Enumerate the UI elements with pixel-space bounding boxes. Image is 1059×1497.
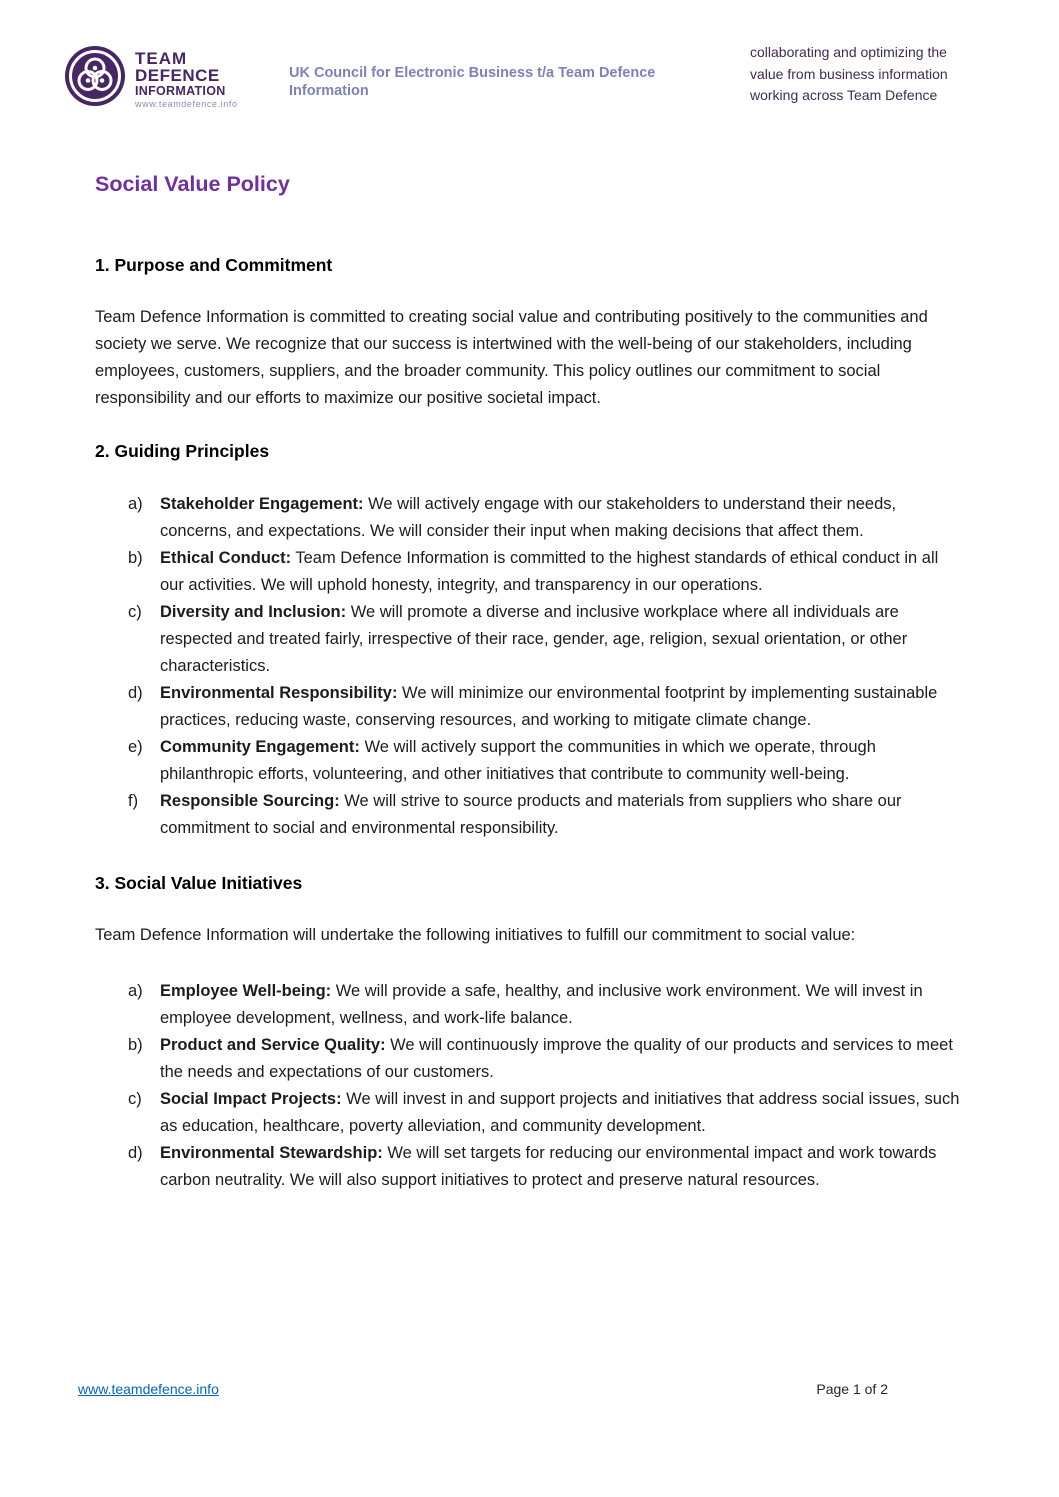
org-name-header: UK Council for Electronic Business t/a Team Defence Information — [289, 65, 656, 99]
list-marker: c) — [128, 1090, 142, 1108]
list-item-label: Responsible Sourcing: — [160, 792, 340, 810]
list-item-label: Product and Service Quality: — [160, 1036, 386, 1054]
logo-website-text: www.teamdefence.info — [135, 99, 238, 109]
list-item — [95, 491, 964, 545]
list-marker: f) — [128, 792, 139, 810]
list-item-text: Team Defence Information is committed to the highest standards of ethical conduct in all our activities. We will uphold honesty, integrity, and transparency in our operations. — [160, 549, 939, 594]
list-item-label: Community Engagement: — [160, 738, 360, 756]
list-item-text: We will strive to source products and materials from suppliers who share our commitment to social and environmental responsibility. — [160, 792, 902, 837]
section-1-paragraph: Team Defence Information is committed to creating social value and contributing positively to the communities and society we serve. We recognize that our success is intertwined with the well-being of our stakeholders, including employees, customers, suppliers, and the broader community. This policy outlines our commitment to social responsibility and our efforts to maximize our positive societal impact. — [95, 308, 928, 407]
list-item-text: We will promote a diverse and inclusive workplace where all individuals are respected and treated fairly, irrespective of their race, gender, age, religion, sexual orientation, or other characteristics. — [160, 603, 908, 675]
list-item-text: We will actively engage with our stakeholders to understand their needs, concerns, and expectations. We will consider their input when making decisions that affect them. — [160, 495, 897, 540]
document-body — [95, 0, 964, 1194]
list-marker: a) — [128, 495, 143, 513]
list-marker: d) — [128, 684, 143, 702]
logo-word-defence: DEFENCE — [135, 66, 220, 85]
section-1-heading: 1. Purpose and Commitment — [95, 255, 333, 275]
social-value-initiatives-list — [95, 978, 964, 1194]
section-2-heading: 2. Guiding Principles — [95, 441, 270, 461]
list-item-label: Social Impact Projects: — [160, 1090, 342, 1108]
list-item-text: We will continuously improve the quality of our products and services to meet the needs and expectations of our customers. — [160, 1036, 953, 1081]
document-title: Social Value Policy — [95, 172, 290, 196]
list-item — [95, 1086, 964, 1140]
list-marker: b) — [128, 549, 143, 567]
list-item-text: We will provide a safe, healthy, and inclusive work environment. We will invest in employee development, wellness, and work-life balance. — [160, 982, 923, 1027]
list-marker: a) — [128, 982, 143, 1000]
list-item — [95, 1140, 964, 1194]
list-item-label: Ethical Conduct: — [160, 549, 292, 567]
list-item-label: Employee Well-being: — [160, 982, 332, 1000]
list-marker: e) — [128, 738, 143, 756]
list-item-label: Environmental Stewardship: — [160, 1144, 383, 1162]
page-number: Page 1 of 2 — [816, 1381, 888, 1397]
list-item — [95, 978, 964, 1032]
list-marker: c) — [128, 603, 142, 621]
section-3-paragraph: Team Defence Information will undertake the following initiatives to fulfill our commitment to social value: — [95, 926, 856, 944]
list-item-text: We will invest in and support projects and initiatives that address social issues, such as education, healthcare, poverty alleviation, and community development. — [160, 1090, 960, 1135]
tagline-line-1: collaborating and optimizing the — [750, 44, 947, 60]
guiding-principles-list — [95, 491, 964, 842]
list-marker: d) — [128, 1144, 143, 1162]
logo-word-information: INFORMATION — [135, 84, 226, 98]
list-item — [95, 788, 964, 842]
list-item — [95, 545, 964, 599]
footer-website-link[interactable]: www.teamdefence.info — [78, 1381, 219, 1397]
section-3-heading: 3. Social Value Initiatives — [95, 873, 303, 893]
list-item — [95, 1032, 964, 1086]
list-item-text: We will minimize our environmental footprint by implementing sustainable practices, reducing waste, conserving resources, and working to mitigate climate change. — [160, 684, 938, 729]
list-item — [95, 680, 964, 734]
list-item — [95, 734, 964, 788]
list-marker: b) — [128, 1036, 143, 1054]
logo-word-team: TEAM — [135, 49, 188, 68]
list-item-label: Diversity and Inclusion: — [160, 603, 347, 621]
page-footer — [78, 1381, 888, 1398]
list-item-text: We will set targets for reducing our environmental impact and work towards carbon neutrality. We will also support initiatives to protect and preserve natural resources. — [160, 1144, 937, 1189]
tagline-line-2: value from business information — [750, 65, 948, 82]
list-item-text: We will actively support the communities in which we operate, through philanthropic efforts, volunteering, and other initiatives that contribute to community well-being. — [160, 738, 876, 783]
tagline-line-3: working across Team Defence — [750, 87, 938, 103]
list-item-label: Environmental Responsibility: — [160, 684, 398, 702]
list-item — [95, 599, 964, 680]
list-item-label: Stakeholder Engagement: — [160, 495, 364, 513]
